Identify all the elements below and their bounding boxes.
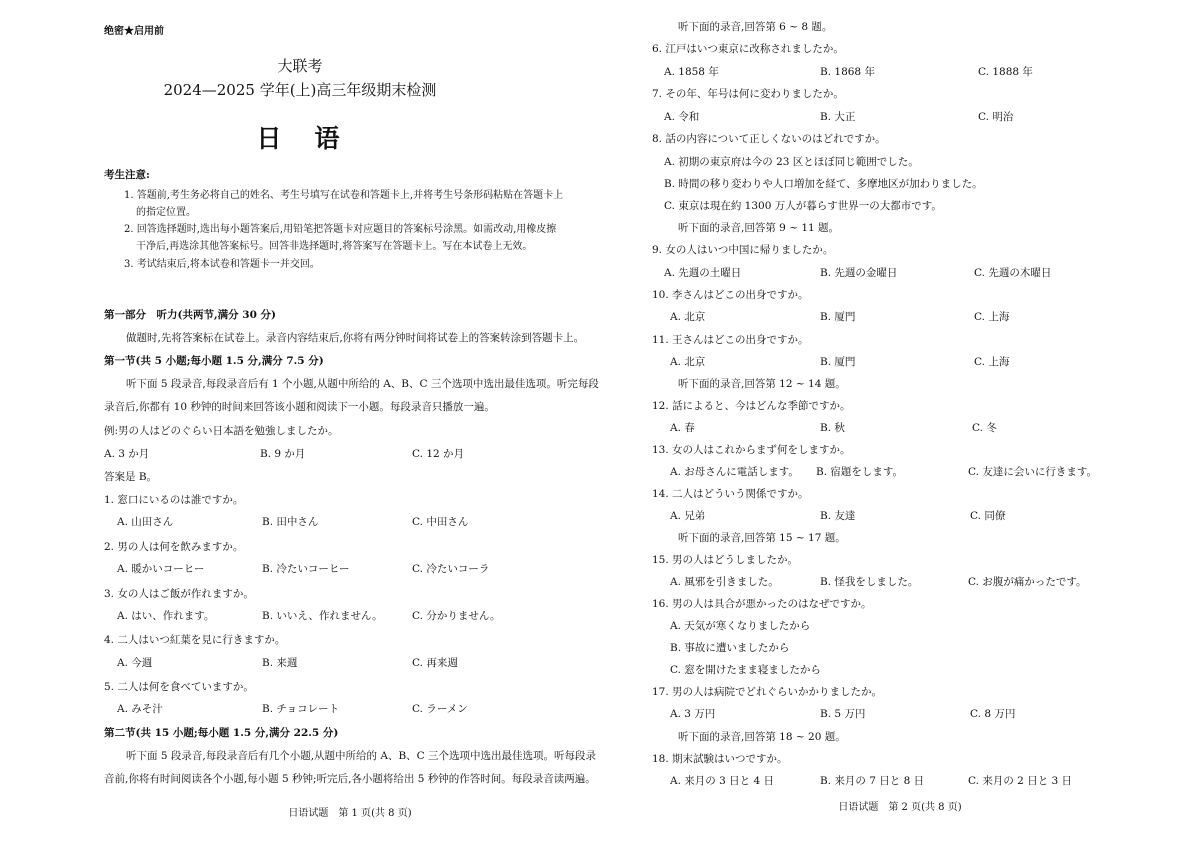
q2-option-c: C. 冷たいコーラ xyxy=(412,563,490,575)
q17-option-c: C. 8 万円 xyxy=(970,708,1016,720)
q6-option-a: A. 1858 年 xyxy=(664,66,719,78)
q14-option-c: C. 同僚 xyxy=(970,510,1006,522)
q18-option-b: B. 来月の 7 日と 8 日 xyxy=(820,775,925,787)
listening-intro-6-8: 听下面的录音,回答第 6 ~ 8 题。 xyxy=(678,21,833,33)
question-1: 1. 窓口にいるのは誰ですか。 xyxy=(104,494,244,506)
question-15: 15. 男の人はどうしましたか。 xyxy=(652,554,799,566)
question-5: 5. 二人は何を食べていますか。 xyxy=(104,681,254,693)
q11-option-c: C. 上海 xyxy=(974,356,1010,368)
q1-option-a: A. 山田さん xyxy=(117,516,174,528)
section2-instructions-cont: 音前,你将有时间阅读各个小题,每小题 5 秒钟;听完后,各小题将给出 5 秒钟的作答时间。每段录音读两遍。 xyxy=(104,773,596,785)
notice-item-2: 2. 回答选择题时,选出每小题答案后,用铅笔把答题卡对应题目的答案标号涂黑。如需改动,用橡皮擦 xyxy=(124,224,557,235)
q4-option-b: B. 来週 xyxy=(262,657,298,669)
question-2: 2. 男の人は何を飲みますか。 xyxy=(104,541,244,553)
q7-option-b: B. 大正 xyxy=(820,111,856,123)
confidential-label: 绝密★启用前 xyxy=(104,26,164,37)
example-option-a: A. 3 か月 xyxy=(104,448,150,460)
q8-option-a: A. 初期の東京府は今の 23 区とほぼ同じ範囲でした。 xyxy=(664,156,919,168)
q17-option-b: B. 5 万円 xyxy=(820,708,866,720)
question-3: 3. 女の人はご飯が作れますか。 xyxy=(104,588,254,600)
question-14: 14. 二人はどういう関係ですか。 xyxy=(652,488,809,500)
notice-item-2-cont: 干净后,再选涂其他答案标号。回答非选择题时,将答案写在答题卡上。写在本试卷上无效。 xyxy=(136,241,533,252)
listening-intro-9-11: 听下面的录音,回答第 9 ~ 11 题。 xyxy=(678,222,840,234)
q3-option-b: B. いいえ、作れません。 xyxy=(262,610,383,622)
q5-option-c: C. ラーメン xyxy=(412,703,468,715)
notice-item-1-cont: 的指定位置。 xyxy=(136,207,196,218)
example-option-b: B. 9 か月 xyxy=(260,448,306,460)
question-4: 4. 二人はいつ紅葉を見に行きますか。 xyxy=(104,634,286,646)
q13-option-c: C. 友達に会いに行きます。 xyxy=(968,466,1097,478)
question-9: 9. 女の人はいつ中国に帰りましたか。 xyxy=(652,244,834,256)
question-8: 8. 話の内容について正しくないのはどれですか。 xyxy=(652,133,886,145)
q12-option-c: C. 冬 xyxy=(972,422,997,434)
example-option-c: C. 12 か月 xyxy=(412,448,465,460)
notice-item-1: 1. 答题前,考生务必将自己的姓名、考生号填写在试卷和答题卡上,并将考生号条形码粘贴在答题卡上 xyxy=(124,190,564,201)
q9-option-c: C. 先週の木曜日 xyxy=(974,267,1052,279)
subject-title: 日 语 xyxy=(256,124,344,153)
q7-option-a: A. 令和 xyxy=(664,111,700,123)
exam-page-2 xyxy=(600,0,1200,849)
part1-instructions: 做题时,先将答案标在试卷上。录音内容结束后,你将有两分钟时间将试卷上的答案转涂到答题卡上。 xyxy=(126,332,585,344)
question-16: 16. 男の人は具合が悪かったのはなぜですか。 xyxy=(652,598,872,610)
page-footer-2: 日语试题 第 2 页(共 8 页) xyxy=(838,802,962,813)
section2-heading: 第二节(共 15 小题;每小题 1.5 分,满分 22.5 分) xyxy=(104,727,339,739)
question-13: 13. 女の人はこれからまず何をしますか。 xyxy=(652,444,851,456)
q13-option-b: B. 宿題をします。 xyxy=(816,466,904,478)
listening-intro-18-20: 听下面的录音,回答第 18 ~ 20 题。 xyxy=(678,731,846,743)
q1-option-c: C. 中田さん xyxy=(412,516,469,528)
listening-intro-15-17: 听下面的录音,回答第 15 ~ 17 题。 xyxy=(678,532,846,544)
q10-option-a: A. 北京 xyxy=(670,311,706,323)
q4-option-a: A. 今週 xyxy=(117,657,153,669)
section1-instructions: 听下面 5 段录音,每段录音后有 1 个小题,从题中所给的 A、B、C 三个选项中选出最佳选项。听完每段 xyxy=(126,378,599,390)
listening-intro-12-14: 听下面的录音,回答第 12 ~ 14 题。 xyxy=(678,378,846,390)
question-7: 7. その年、年号は何に変わりましたか。 xyxy=(652,88,844,100)
q3-option-c: C. 分かりません。 xyxy=(412,610,501,622)
section2-instructions: 听下面 5 段录音,每段录音后有几个小题,从题中所给的 A、B、C 三个选项中选出最佳选项。听每段录 xyxy=(126,750,597,762)
q1-option-b: B. 田中さん xyxy=(262,516,319,528)
q10-option-b: B. 厦門 xyxy=(820,311,856,323)
q2-option-b: B. 冷たいコーヒー xyxy=(262,563,350,575)
q8-option-c: C. 東京は現在約 1300 万人が暮らす世界一の大都市です。 xyxy=(664,200,942,212)
q14-option-a: A. 兄弟 xyxy=(670,510,706,522)
q13-option-a: A. お母さんに電話します。 xyxy=(670,466,799,478)
q7-option-c: C. 明治 xyxy=(978,111,1014,123)
q16-option-b: B. 事故に遭いましたから xyxy=(670,642,790,654)
q3-option-a: A. はい、作れます。 xyxy=(117,610,215,622)
q8-option-b: B. 時間の移り変わりや人口増加を経て、多摩地区が加わりました。 xyxy=(664,178,983,190)
q5-option-b: B. チョコレート xyxy=(262,703,340,715)
example-question: 例:男の人はどのぐらい日本語を勉強しましたか。 xyxy=(104,425,339,437)
q12-option-a: A. 春 xyxy=(670,422,695,434)
q14-option-b: B. 友達 xyxy=(820,510,856,522)
notice-title: 考生注意: xyxy=(104,169,150,181)
notice-item-3: 3. 考试结束后,将本试卷和答题卡一并交回。 xyxy=(124,259,320,270)
question-11: 11. 王さんはどこの出身ですか。 xyxy=(652,334,809,346)
q6-option-b: B. 1868 年 xyxy=(820,66,875,78)
q18-option-c: C. 来月の 2 日と 3 日 xyxy=(968,775,1073,787)
section1-heading: 第一节(共 5 小题;每小题 1.5 分,满分 7.5 分) xyxy=(104,355,324,367)
q15-option-b: B. 怪我をしました。 xyxy=(820,576,919,588)
question-18: 18. 期末試験はいつですか。 xyxy=(652,753,788,765)
q16-option-c: C. 窓を開けたまま寝ましたから xyxy=(670,664,821,676)
page-footer-1: 日语试题 第 1 页(共 8 页) xyxy=(288,808,412,819)
part1-heading: 第一部分 听力(共两节,满分 30 分) xyxy=(104,309,277,321)
question-17: 17. 男の人は病院でどれぐらいかかりましたか。 xyxy=(652,686,883,698)
q2-option-a: A. 暖かいコーヒー xyxy=(117,563,205,575)
q4-option-c: C. 再来週 xyxy=(412,657,458,669)
q5-option-a: A. みそ汁 xyxy=(117,703,163,715)
q17-option-a: A. 3 万円 xyxy=(670,708,716,720)
q9-option-a: A. 先週の土曜日 xyxy=(664,267,742,279)
q15-option-c: C. お腹が痛かったです。 xyxy=(968,576,1087,588)
q9-option-b: B. 先週の金曜日 xyxy=(820,267,898,279)
exam-header-year: 2024—2025 学年(上)高三年级期末检测 xyxy=(163,81,437,99)
q18-option-a: A. 来月の 3 日と 4 日 xyxy=(670,775,774,787)
q15-option-a: A. 風邪を引きました。 xyxy=(670,576,779,588)
q16-option-a: A. 天気が寒くなりましたから xyxy=(670,620,811,632)
question-12: 12. 話によると、今はどんな季節ですか。 xyxy=(652,400,851,412)
q12-option-b: B. 秋 xyxy=(820,422,845,434)
exam-header-title: 大联考 xyxy=(277,57,323,75)
question-6: 6. 江戸はいつ東京に改称されましたか。 xyxy=(652,43,844,55)
q6-option-c: C. 1888 年 xyxy=(978,66,1033,78)
question-10: 10. 李さんはどこの出身ですか。 xyxy=(652,289,809,301)
q11-option-b: B. 厦門 xyxy=(820,356,856,368)
q11-option-a: A. 北京 xyxy=(670,356,706,368)
q10-option-c: C. 上海 xyxy=(974,311,1010,323)
example-answer: 答案是 B。 xyxy=(104,471,158,483)
section1-instructions-cont: 录音后,你都有 10 秒钟的时间来回答该小题和阅读下一小题。每段录音只播放一遍。 xyxy=(104,401,495,413)
